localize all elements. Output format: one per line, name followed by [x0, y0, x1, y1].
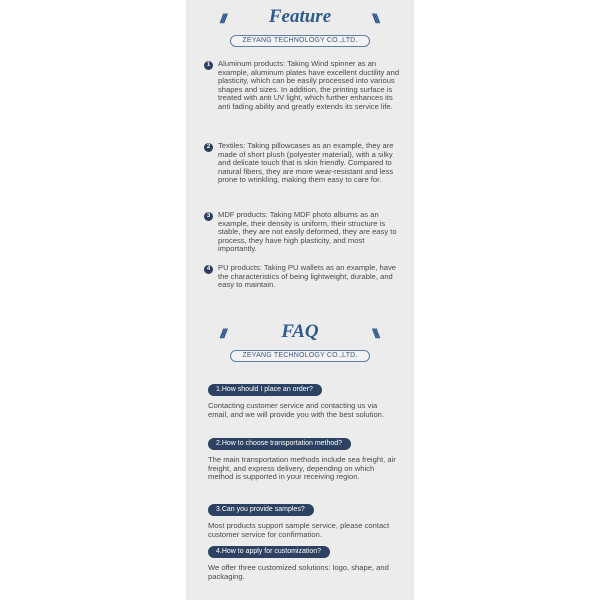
faq-question: 2.How to choose transportation method?: [208, 438, 351, 450]
feature-item: [204, 211, 404, 254]
faq-answer: We offer three customized solutions: logo, shape, and packaging.: [208, 563, 389, 581]
feature-item: [204, 264, 404, 290]
faq-answer: Most products support sample service, please contact customer service for confirmation.: [208, 521, 390, 539]
faq-question: 3.Can you provide samples?: [208, 504, 314, 516]
faq-answer: Contacting customer service and contacting us via email, and we will provide you with the best solution.: [208, 401, 385, 419]
feature-title: Feature: [268, 6, 332, 27]
number-badge-icon: 4: [204, 265, 213, 274]
faq-question: 4.How to apply for customization?: [208, 546, 330, 558]
faq-item: [208, 540, 398, 581]
feature-item: [204, 60, 404, 112]
faq-item: [208, 378, 398, 419]
faq-title: FAQ: [281, 321, 319, 342]
faq-header: [186, 320, 414, 362]
company-name-badge: ZEYANG TECHNOLOGY CO.,LTD.: [230, 350, 370, 362]
faq-question: 1.How should I place an order?: [208, 384, 322, 396]
product-info-panel: [186, 0, 414, 600]
feature-text: Aluminum products: Taking Wind spinner as an example, aluminum plates have excellent ductility and plasticity, which can be easily processed into various shapes and sizes. In addition, the printing surface is treated with anti UV light, which further enhances its anti fading ability and greatly extends its service life.: [218, 59, 400, 111]
feature-text: PU products: Taking PU wallets as an example, have the characteristics of being lightweight, durable, and easy to maintain.: [218, 263, 396, 290]
company-name-badge: ZEYANG TECHNOLOGY CO.,LTD.: [230, 35, 370, 47]
faq-item: [208, 498, 398, 539]
faq-answer: The main transportation methods include sea freight, air freight, and express delivery, depending on which method is supported in your receiving region.: [208, 455, 396, 482]
slash-decoration-icon: ///: [375, 11, 380, 26]
faq-item: [208, 432, 398, 482]
feature-header: [186, 5, 414, 47]
feature-text: MDF products: Taking MDF photo albums as an example, their density is uniform, their structure is stable, they are not easily deformed, they are easy to process, they have high plasticity, and most importantly.: [218, 210, 397, 254]
slash-decoration-icon: ///: [375, 326, 380, 341]
number-badge-icon: 3: [204, 212, 213, 221]
number-badge-icon: 2: [204, 143, 213, 152]
feature-text: Textiles: Taking pillowcases as an example, they are made of short plush (polyester material), with a silky and delicate touch that is skin friendly. Compared to natural fibers, they are more wear-resistant and less prone to wrinkling, making them easy to care for.: [218, 141, 394, 185]
slash-decoration-icon: ///: [220, 11, 225, 26]
number-badge-icon: 1: [204, 61, 213, 70]
feature-item: [204, 142, 404, 185]
slash-decoration-icon: ///: [220, 326, 225, 341]
